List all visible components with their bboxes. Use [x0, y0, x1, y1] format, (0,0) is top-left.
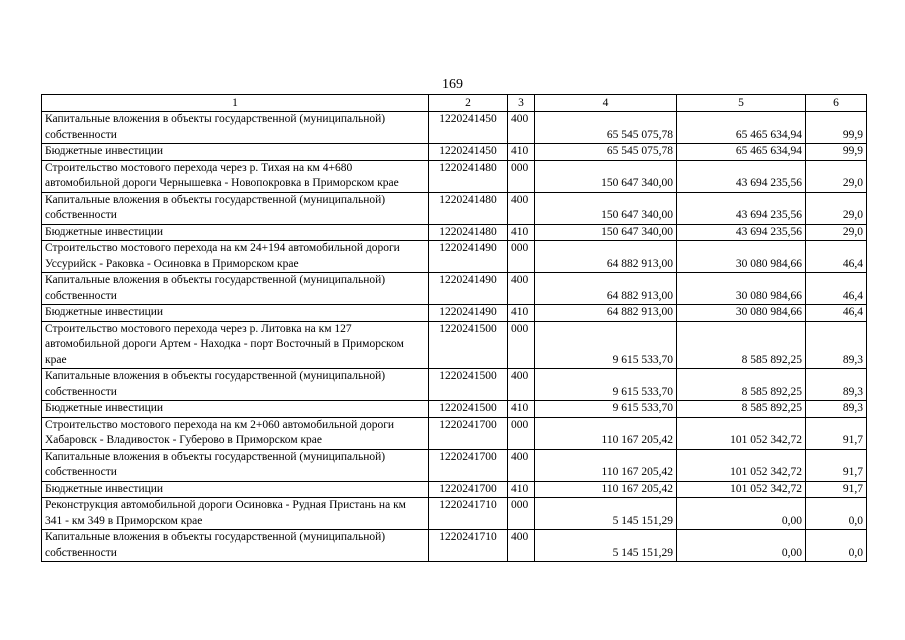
table-row [42, 417, 867, 449]
row-code-cell: 1220241490 [429, 305, 508, 322]
row-code-cell: 1220241480 [429, 192, 508, 224]
row-plan-cell: 5 145 151,29 [535, 530, 677, 562]
row-type-cell: 410 [508, 401, 535, 418]
row-fact-cell: 101 052 342,72 [677, 481, 806, 498]
row-percent-cell: 0,0 [806, 530, 867, 562]
column-header-4: 4 [535, 95, 677, 112]
row-fact-cell: 8 585 892,25 [677, 401, 806, 418]
row-name-cell: Бюджетные инвестиции [42, 305, 429, 322]
table-row [42, 481, 867, 498]
row-fact-cell: 0,00 [677, 530, 806, 562]
row-name-cell: Капитальные вложения в объекты государственной (муниципальной) собственности [42, 192, 429, 224]
row-plan-cell: 64 882 913,00 [535, 305, 677, 322]
table-row [42, 224, 867, 241]
row-percent-cell: 99,9 [806, 112, 867, 144]
row-code-cell: 1220241500 [429, 369, 508, 401]
row-plan-cell: 110 167 205,42 [535, 417, 677, 449]
row-type-cell: 000 [508, 417, 535, 449]
row-fact-cell: 30 080 984,66 [677, 241, 806, 273]
row-code-cell: 1220241450 [429, 112, 508, 144]
table-row [42, 401, 867, 418]
row-code-cell: 1220241450 [429, 144, 508, 161]
row-name-cell: Бюджетные инвестиции [42, 224, 429, 241]
column-header-6: 6 [806, 95, 867, 112]
row-percent-cell: 91,7 [806, 481, 867, 498]
row-name-cell: Капитальные вложения в объекты государственной (муниципальной) собственности [42, 112, 429, 144]
column-header-5: 5 [677, 95, 806, 112]
row-percent-cell: 0,0 [806, 498, 867, 530]
row-percent-cell: 91,7 [806, 417, 867, 449]
row-percent-cell: 46,4 [806, 273, 867, 305]
row-name-cell: Строительство мостового перехода на км 24+194 автомобильной дороги Уссурийск - Раковка - Осиновка в Приморском крае [42, 241, 429, 273]
row-type-cell: 000 [508, 160, 535, 192]
row-fact-cell: 30 080 984,66 [677, 305, 806, 322]
page-number: 169 [442, 77, 463, 92]
row-fact-cell: 101 052 342,72 [677, 449, 806, 481]
row-fact-cell: 65 465 634,94 [677, 112, 806, 144]
table-row [42, 498, 867, 530]
row-code-cell: 1220241480 [429, 224, 508, 241]
row-fact-cell: 43 694 235,56 [677, 224, 806, 241]
row-code-cell: 1220241700 [429, 417, 508, 449]
row-fact-cell: 8 585 892,25 [677, 321, 806, 369]
row-code-cell: 1220241490 [429, 273, 508, 305]
row-code-cell: 1220241710 [429, 498, 508, 530]
row-percent-cell: 89,3 [806, 321, 867, 369]
row-fact-cell: 101 052 342,72 [677, 417, 806, 449]
row-plan-cell: 64 882 913,00 [535, 273, 677, 305]
row-percent-cell: 89,3 [806, 401, 867, 418]
row-type-cell: 400 [508, 273, 535, 305]
row-plan-cell: 110 167 205,42 [535, 449, 677, 481]
row-type-cell: 000 [508, 321, 535, 369]
table-row [42, 369, 867, 401]
budget-table [41, 94, 867, 562]
row-percent-cell: 46,4 [806, 305, 867, 322]
row-name-cell: Строительство мостового перехода через р. Тихая на км 4+680 автомобильной дороги Чернышевка - Новопокровка в Приморском крае [42, 160, 429, 192]
row-name-cell: Капитальные вложения в объекты государственной (муниципальной) собственности [42, 449, 429, 481]
row-type-cell: 410 [508, 481, 535, 498]
row-name-cell: Бюджетные инвестиции [42, 144, 429, 161]
table-header-row [42, 95, 867, 112]
column-header-3: 3 [508, 95, 535, 112]
row-name-cell: Бюджетные инвестиции [42, 401, 429, 418]
row-percent-cell: 46,4 [806, 241, 867, 273]
row-type-cell: 400 [508, 369, 535, 401]
row-plan-cell: 65 545 075,78 [535, 144, 677, 161]
row-code-cell: 1220241700 [429, 481, 508, 498]
row-name-cell: Капитальные вложения в объекты государственной (муниципальной) собственности [42, 273, 429, 305]
row-type-cell: 400 [508, 530, 535, 562]
row-percent-cell: 91,7 [806, 449, 867, 481]
row-fact-cell: 0,00 [677, 498, 806, 530]
table-row [42, 112, 867, 144]
row-type-cell: 400 [508, 449, 535, 481]
table-row [42, 449, 867, 481]
table-row [42, 241, 867, 273]
row-code-cell: 1220241700 [429, 449, 508, 481]
row-plan-cell: 110 167 205,42 [535, 481, 677, 498]
row-type-cell: 400 [508, 112, 535, 144]
row-code-cell: 1220241500 [429, 321, 508, 369]
row-fact-cell: 43 694 235,56 [677, 192, 806, 224]
table-row [42, 160, 867, 192]
table-row [42, 530, 867, 562]
table-row [42, 321, 867, 369]
row-code-cell: 1220241490 [429, 241, 508, 273]
row-plan-cell: 9 615 533,70 [535, 321, 677, 369]
row-code-cell: 1220241480 [429, 160, 508, 192]
row-plan-cell: 65 545 075,78 [535, 112, 677, 144]
row-type-cell: 410 [508, 144, 535, 161]
row-plan-cell: 9 615 533,70 [535, 369, 677, 401]
row-type-cell: 000 [508, 241, 535, 273]
row-percent-cell: 29,0 [806, 160, 867, 192]
table-row [42, 144, 867, 161]
row-name-cell: Бюджетные инвестиции [42, 481, 429, 498]
row-plan-cell: 5 145 151,29 [535, 498, 677, 530]
table-row [42, 192, 867, 224]
row-code-cell: 1220241710 [429, 530, 508, 562]
row-type-cell: 410 [508, 224, 535, 241]
row-percent-cell: 89,3 [806, 369, 867, 401]
row-type-cell: 410 [508, 305, 535, 322]
table-row [42, 273, 867, 305]
row-plan-cell: 64 882 913,00 [535, 241, 677, 273]
row-name-cell: Реконструкция автомобильной дороги Осиновка - Рудная Пристань на км 341 - км 349 в Приморском крае [42, 498, 429, 530]
row-plan-cell: 150 647 340,00 [535, 192, 677, 224]
row-percent-cell: 99,9 [806, 144, 867, 161]
column-header-2: 2 [429, 95, 508, 112]
row-percent-cell: 29,0 [806, 224, 867, 241]
row-name-cell: Капитальные вложения в объекты государственной (муниципальной) собственности [42, 369, 429, 401]
row-type-cell: 400 [508, 192, 535, 224]
row-type-cell: 000 [508, 498, 535, 530]
row-name-cell: Капитальные вложения в объекты государственной (муниципальной) собственности [42, 530, 429, 562]
row-fact-cell: 43 694 235,56 [677, 160, 806, 192]
row-fact-cell: 8 585 892,25 [677, 369, 806, 401]
row-plan-cell: 9 615 533,70 [535, 401, 677, 418]
row-plan-cell: 150 647 340,00 [535, 160, 677, 192]
row-name-cell: Строительство мостового перехода на км 2+060 автомобильной дороги Хабаровск - Владивосток - Губерово в Приморском крае [42, 417, 429, 449]
table-row [42, 305, 867, 322]
row-plan-cell: 150 647 340,00 [535, 224, 677, 241]
row-fact-cell: 30 080 984,66 [677, 273, 806, 305]
row-name-cell: Строительство мостового перехода через р. Литовка на км 127 автомобильной дороги Артем - Находка - порт Восточный в Приморском крае [42, 321, 429, 369]
row-percent-cell: 29,0 [806, 192, 867, 224]
row-code-cell: 1220241500 [429, 401, 508, 418]
column-header-1: 1 [42, 95, 429, 112]
row-fact-cell: 65 465 634,94 [677, 144, 806, 161]
